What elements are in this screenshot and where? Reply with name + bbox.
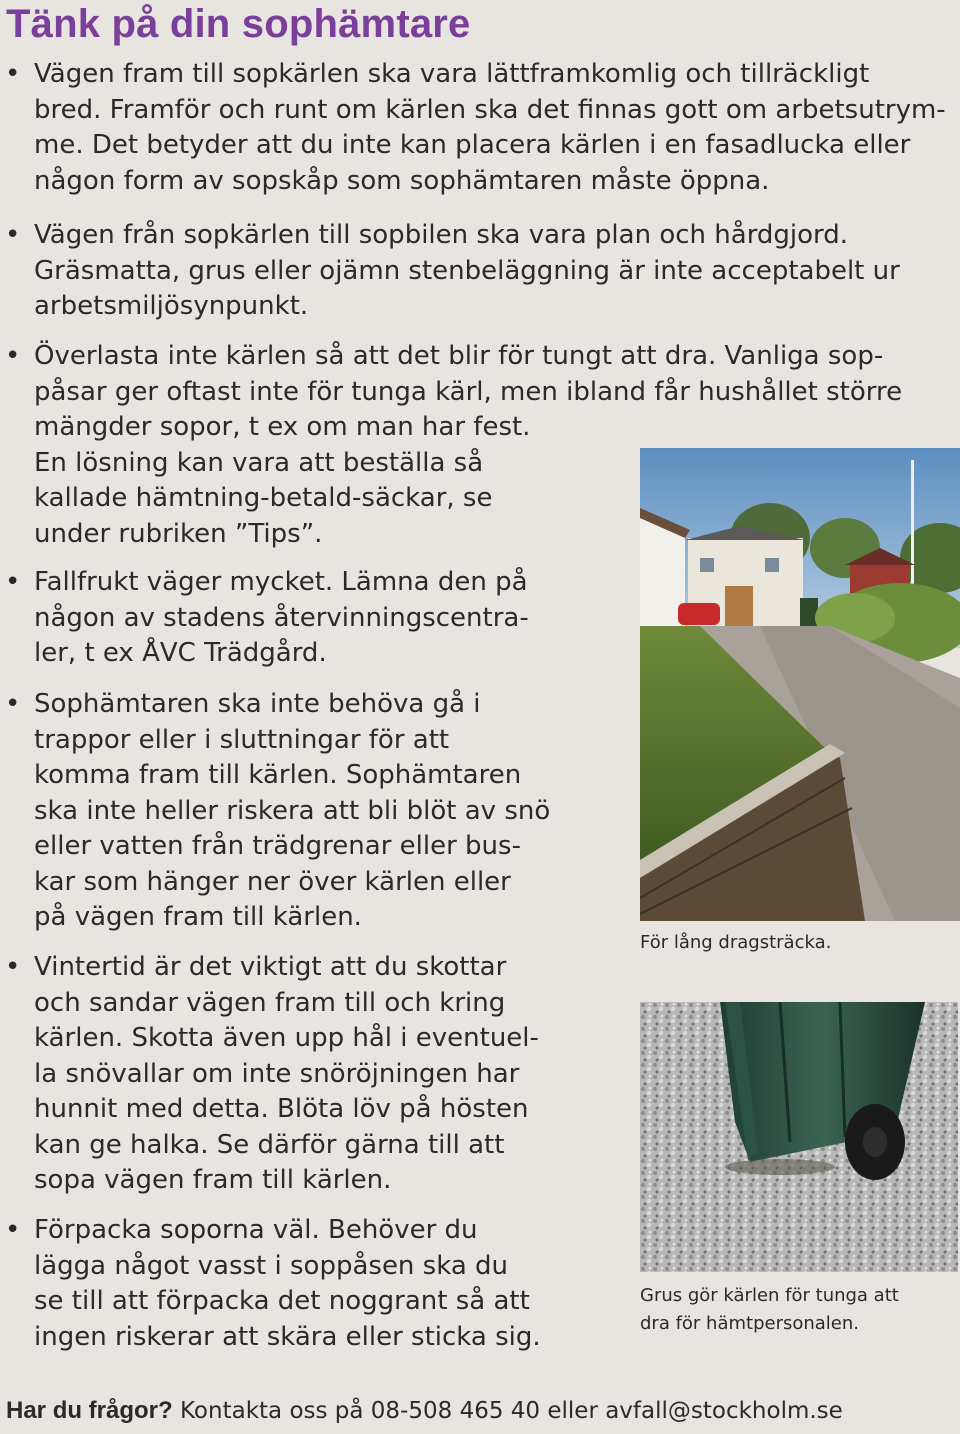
photo-bin-gravel — [640, 1002, 958, 1272]
bullet-line: Fallfrukt väger mycket. Lämna den på — [34, 567, 528, 597]
bullet-line: mängder sopor, t ex om man har fest. — [34, 412, 531, 442]
footer-contact-text: Kontakta oss på 08-508 465 40 eller avfall@stockholm.se — [172, 1398, 843, 1424]
caption-line: Grus gör kärlen för tunga att — [640, 1285, 899, 1306]
bullet-line: la snövallar om inte snöröjningen har — [34, 1058, 520, 1089]
photo1-caption — [640, 929, 831, 957]
bullet-text — [34, 565, 529, 672]
bullet-line: kan ge halka. Se därför gärna till att — [34, 1129, 505, 1160]
bullet-line: hunnit med detta. Blöta löv på hösten — [34, 1094, 529, 1124]
bullet-line: trappor eller i sluttningar för att — [34, 724, 450, 755]
bullet-line: och sandar vägen fram till och kring — [34, 987, 506, 1018]
photo-driveway — [640, 448, 960, 921]
bullet-line: Förpacka soporna väl. Behöver du — [34, 1215, 478, 1245]
bullet-line: Överlasta inte kärlen så att det blir för tungt att dra. Vanliga sop- — [34, 341, 884, 371]
bullet-line: ingen riskerar att skära eller sticka sig. — [34, 1321, 541, 1352]
bullet-line: på vägen fram till kärlen. — [34, 902, 362, 932]
bullet-dot: • — [5, 689, 21, 719]
bullet-line: bred. Framför och runt om kärlen ska det finnas gott om arbetsutrym- — [34, 94, 946, 125]
bullet-line: me. Det betyder att du inte kan placera kärlen i en fasadlucka eller — [34, 130, 911, 160]
bullet-dot: • — [5, 59, 21, 89]
bullet-line: se till att förpacka det noggrant så att — [34, 1286, 530, 1316]
bullet-line: Gräsmatta, grus eller ojämn stenbeläggning är inte acceptabelt ur — [34, 255, 900, 286]
bullet-line: Sophämtaren ska inte behöva gå i — [34, 689, 481, 719]
bullet-line: eller vatten från trädgrenar eller bus- — [34, 831, 521, 861]
contact-footer — [6, 1397, 843, 1425]
bullet-line: någon form av sopskåp som sophämtaren måste öppna. — [34, 165, 770, 196]
bullet-line: kallade hämtning-betald-säckar, se — [34, 483, 493, 513]
bullet-text — [34, 1213, 541, 1355]
bullet-line: sopa vägen fram till kärlen. — [34, 1165, 392, 1195]
bullet-line: Vägen från sopkärlen till sopbilen ska vara plan och hårdgjord. — [34, 220, 849, 250]
caption-line: dra för hämtpersonalen. — [640, 1313, 860, 1334]
bullet-text — [34, 950, 539, 1199]
bullet-line: lägga något vasst i soppåsen ska du — [34, 1250, 509, 1281]
bullet-line: Vägen fram till sopkärlen ska vara lättframkomlig och tillräckligt — [34, 59, 870, 89]
page-title: Tänk på din sophämtare — [6, 2, 471, 46]
bullet-dot: • — [5, 341, 21, 371]
bullet-line: arbetsmiljösynpunkt. — [34, 291, 309, 321]
bullet-line: Vintertid är det viktigt att du skottar — [34, 952, 507, 982]
bullet-text — [34, 57, 946, 199]
bullet-line: kar som hänger ner över kärlen eller — [34, 866, 511, 897]
footer-question: Har du frågor? — [6, 1397, 173, 1424]
bullet-line: påsar ger oftast inte för tunga kärl, men ibland får hushållet större — [34, 376, 903, 407]
bullet-dot: • — [5, 952, 21, 982]
bullet-line: under rubriken ”Tips”. — [34, 518, 323, 549]
bullet-line: ska inte heller riskera att bli blöt av snö — [34, 795, 551, 826]
bullet-dot: • — [5, 567, 21, 597]
bullet-line: någon av stadens återvinningscentra- — [34, 602, 529, 633]
photo2-caption — [640, 1282, 899, 1338]
bin-gravel-image — [640, 1002, 958, 1272]
bullet-dot: • — [5, 220, 21, 250]
bullet-text — [34, 687, 550, 936]
caption-line: För lång dragsträcka. — [640, 932, 832, 953]
bullet-line: En lösning kan vara att beställa så — [34, 447, 484, 478]
bullet-line: ler, t ex ÅVC Trädgård. — [34, 638, 327, 668]
bullet-text — [34, 218, 900, 325]
bullet-line: kärlen. Skotta även upp hål i eventuel- — [34, 1023, 539, 1053]
bullet-dot: • — [5, 1215, 21, 1245]
bullet-line: komma fram till kärlen. Sophämtaren — [34, 760, 522, 790]
driveway-image — [640, 448, 960, 921]
